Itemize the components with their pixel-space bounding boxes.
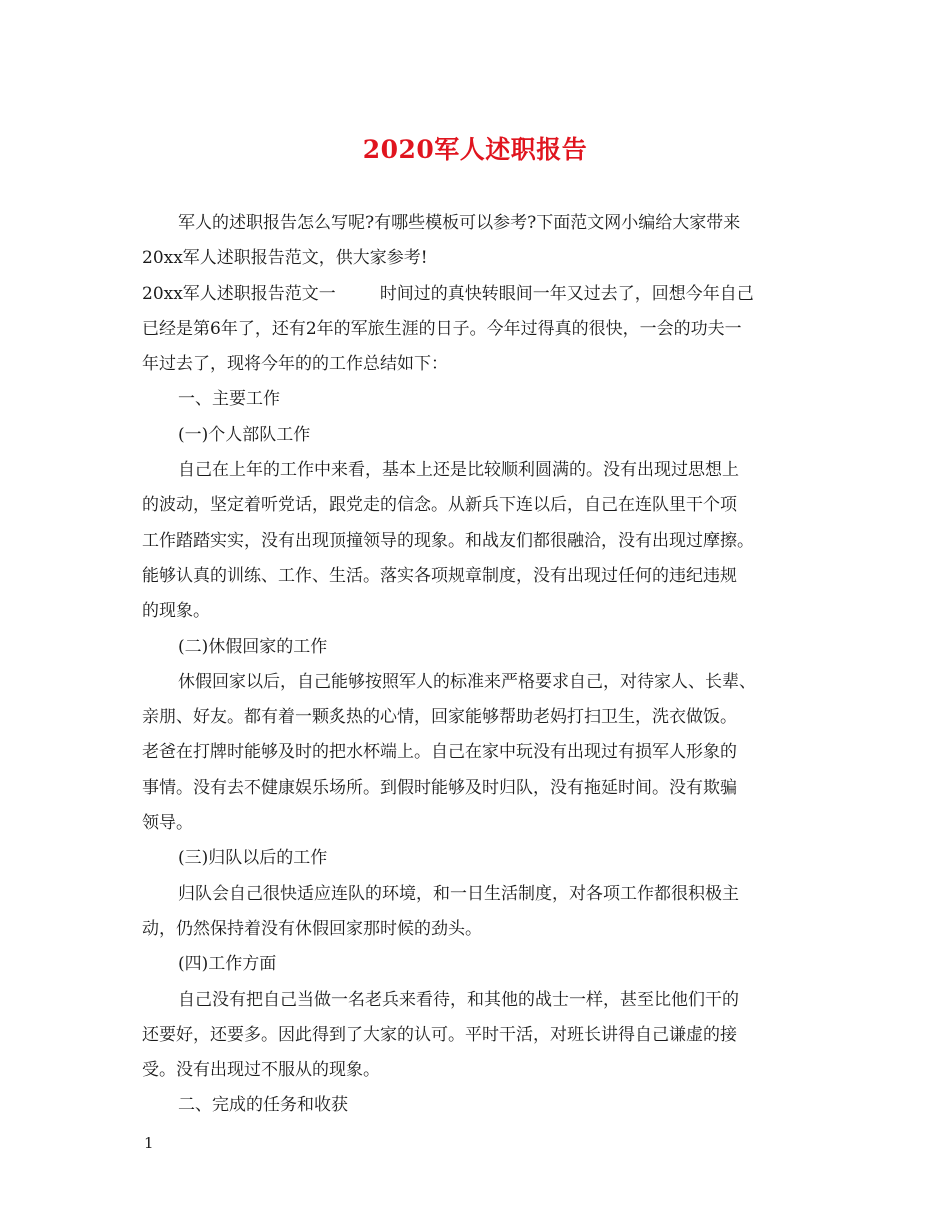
subsection-heading: (二)休假回家的工作 (178, 636, 328, 657)
subsection-heading: (四)工作方面 (178, 954, 277, 975)
intro-line: 军人的述职报告怎么写呢?有哪些模板可以参考?下面范文网小编给大家带来 (178, 213, 741, 233)
paragraph-line: 受。没有出现过不服从的现象。 (142, 1060, 380, 1081)
paragraph-line: 自己没有把自己当做一名老兵来看待，和其他的战士一样，甚至比他们干的 (178, 989, 739, 1010)
paragraph-line: 老爸在打牌时能够及时的把水杯端上。自己在家中玩没有出现过有损军人形象的 (142, 742, 737, 763)
paragraph-line: 的现象。 (142, 601, 210, 622)
paragraph-line: 的波动，坚定着听党话，跟党走的信念。从新兵下连以后，自己在连队里干个项 (142, 495, 737, 516)
subsection-heading: (一)个人部队工作 (178, 424, 311, 445)
paragraph-line: 能够认真的训练、工作、生活。落实各项规章制度，没有出现过任何的违纪违规 (142, 565, 737, 586)
paragraph-line: 亲朋、好友。都有着一颗炙热的心情，回家能够帮助老妈打扫卫生，洗衣做饭。 (142, 707, 737, 728)
paragraph-line: 已经是第6年了，还有2年的军旅生涯的日子。今年过得真的很快，一会的功夫一 (142, 318, 742, 339)
paragraph-line: 年过去了，现将今年的的工作总结如下： (142, 354, 448, 375)
paragraph-line: 休假回家以后，自己能够按照军人的标准来严格要求自己，对待家人、长辈、 (178, 671, 756, 692)
section-heading: 一、主要工作 (178, 389, 280, 410)
paragraph-line: 工作踏踏实实，没有出现顶撞领导的现象。和战友们都很融洽，没有出现过摩擦。 (142, 530, 754, 551)
document-title: 2020军人述职报告 (362, 135, 588, 164)
page-number: 1 (144, 1134, 154, 1152)
paragraph-line: 领导。 (142, 813, 193, 834)
paragraph-line: 事情。没有去不健康娱乐场所。到假时能够及时归队，没有拖延时间。没有欺骗 (142, 777, 737, 798)
paragraph-line: 归队会自己很快适应连队的环境，和一日生活制度，对各项工作都很积极主 (178, 883, 739, 904)
intro-line: 20xx军人述职报告范文，供大家参考! (142, 248, 428, 269)
document-body (142, 206, 827, 1124)
paragraph-line: 还要好，还要多。因此得到了大家的认可。平时干活，对班长讲得自己谦虚的接 (142, 1024, 737, 1045)
example-first-line: 时间过的真快转眼间一年又过去了，回想今年自己 (379, 283, 754, 304)
subsection-heading: (三)归队以后的工作 (178, 848, 328, 869)
example-heading-line (142, 277, 827, 312)
paragraph-line: 动，仍然保持着没有休假回家那时候的劲头。 (142, 918, 482, 939)
section-heading: 二、完成的任务和收获 (178, 1095, 348, 1116)
paragraph-line: 自己在上年的工作中来看，基本上还是比较顺利圆满的。没有出现过思想上 (178, 460, 739, 481)
example-heading: 20xx军人述职报告范文一 (142, 283, 336, 304)
